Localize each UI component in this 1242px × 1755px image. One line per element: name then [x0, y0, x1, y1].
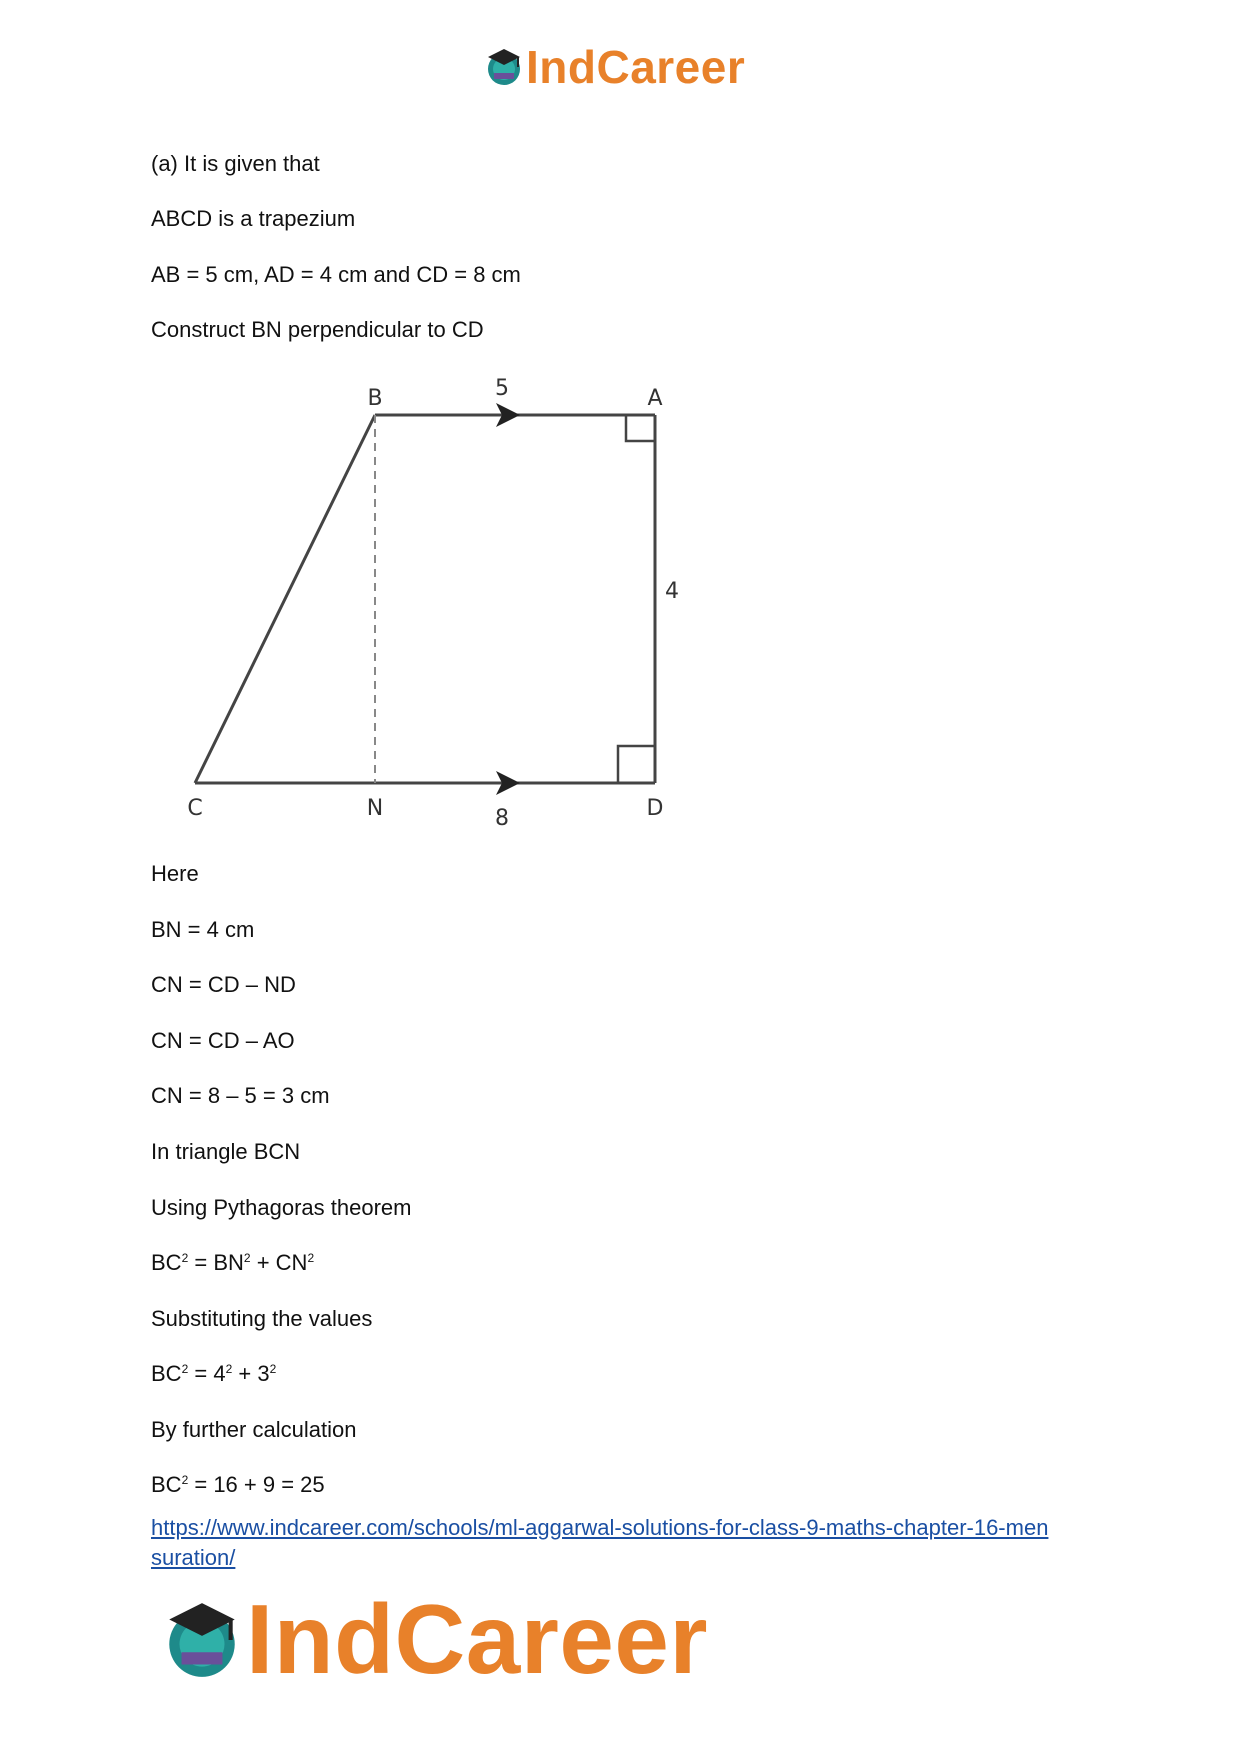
right-angle-a: [626, 415, 655, 441]
text-line: Substituting the values: [151, 1306, 373, 1331]
brand-name: IndCareer: [246, 1584, 709, 1694]
dimension-label-cd: 8: [495, 806, 509, 831]
side-cb: [195, 415, 375, 783]
text-line: By further calculation: [151, 1417, 357, 1442]
text-line: Here: [151, 861, 199, 886]
equation-line: $BC^2 = 4^2 + 3^2$: [151, 1361, 277, 1386]
dimension-label-ad: 4: [665, 579, 679, 604]
text-line: CN = CD – AO: [151, 1028, 295, 1053]
text-line: BN = 4 cm: [151, 917, 255, 942]
header-logo: [484, 40, 745, 94]
text-line: In triangle BCN: [151, 1139, 301, 1164]
footer-logo: [160, 1583, 708, 1696]
right-angle-d: [618, 746, 655, 783]
text-line: (a) It is given that: [151, 151, 320, 176]
equation-line: $BC^2 = BN^2 + CN^2$: [151, 1250, 315, 1275]
text-line: CN = CD – ND: [151, 972, 296, 997]
trapezium-figure: [180, 375, 700, 835]
source-link[interactable]: [151, 1513, 1101, 1573]
equation-line: $BC^2 = 16 + 9 = 25$: [151, 1472, 325, 1497]
brand-name: IndCareer: [526, 41, 746, 93]
vertex-label-b: B: [367, 386, 383, 411]
text-line: AB = 5 cm, AD = 4 cm and CD = 8 cm: [151, 262, 521, 287]
text-line: ABCD is a trapezium: [151, 206, 356, 231]
globe-graduation-cap-icon: [484, 45, 524, 89]
text-line: CN = 8 – 5 = 3 cm: [151, 1083, 330, 1108]
globe-graduation-cap-icon: [160, 1595, 244, 1685]
text-line: Using Pythagoras theorem: [151, 1195, 412, 1220]
source-link-line-2[interactable]: suration/: [151, 1545, 236, 1570]
vertex-label-c: C: [187, 796, 203, 821]
vertex-label-d: D: [646, 796, 664, 821]
dimension-label-ab: 5: [495, 376, 509, 401]
point-label-n: N: [366, 796, 384, 821]
vertex-label-a: A: [647, 386, 663, 411]
source-link-line-1[interactable]: https://www.indcareer.com/schools/ml-aggarwal-solutions-for-class-9-maths-chapter-16-men: [151, 1515, 1049, 1540]
text-line: Construct BN perpendicular to CD: [151, 317, 484, 342]
